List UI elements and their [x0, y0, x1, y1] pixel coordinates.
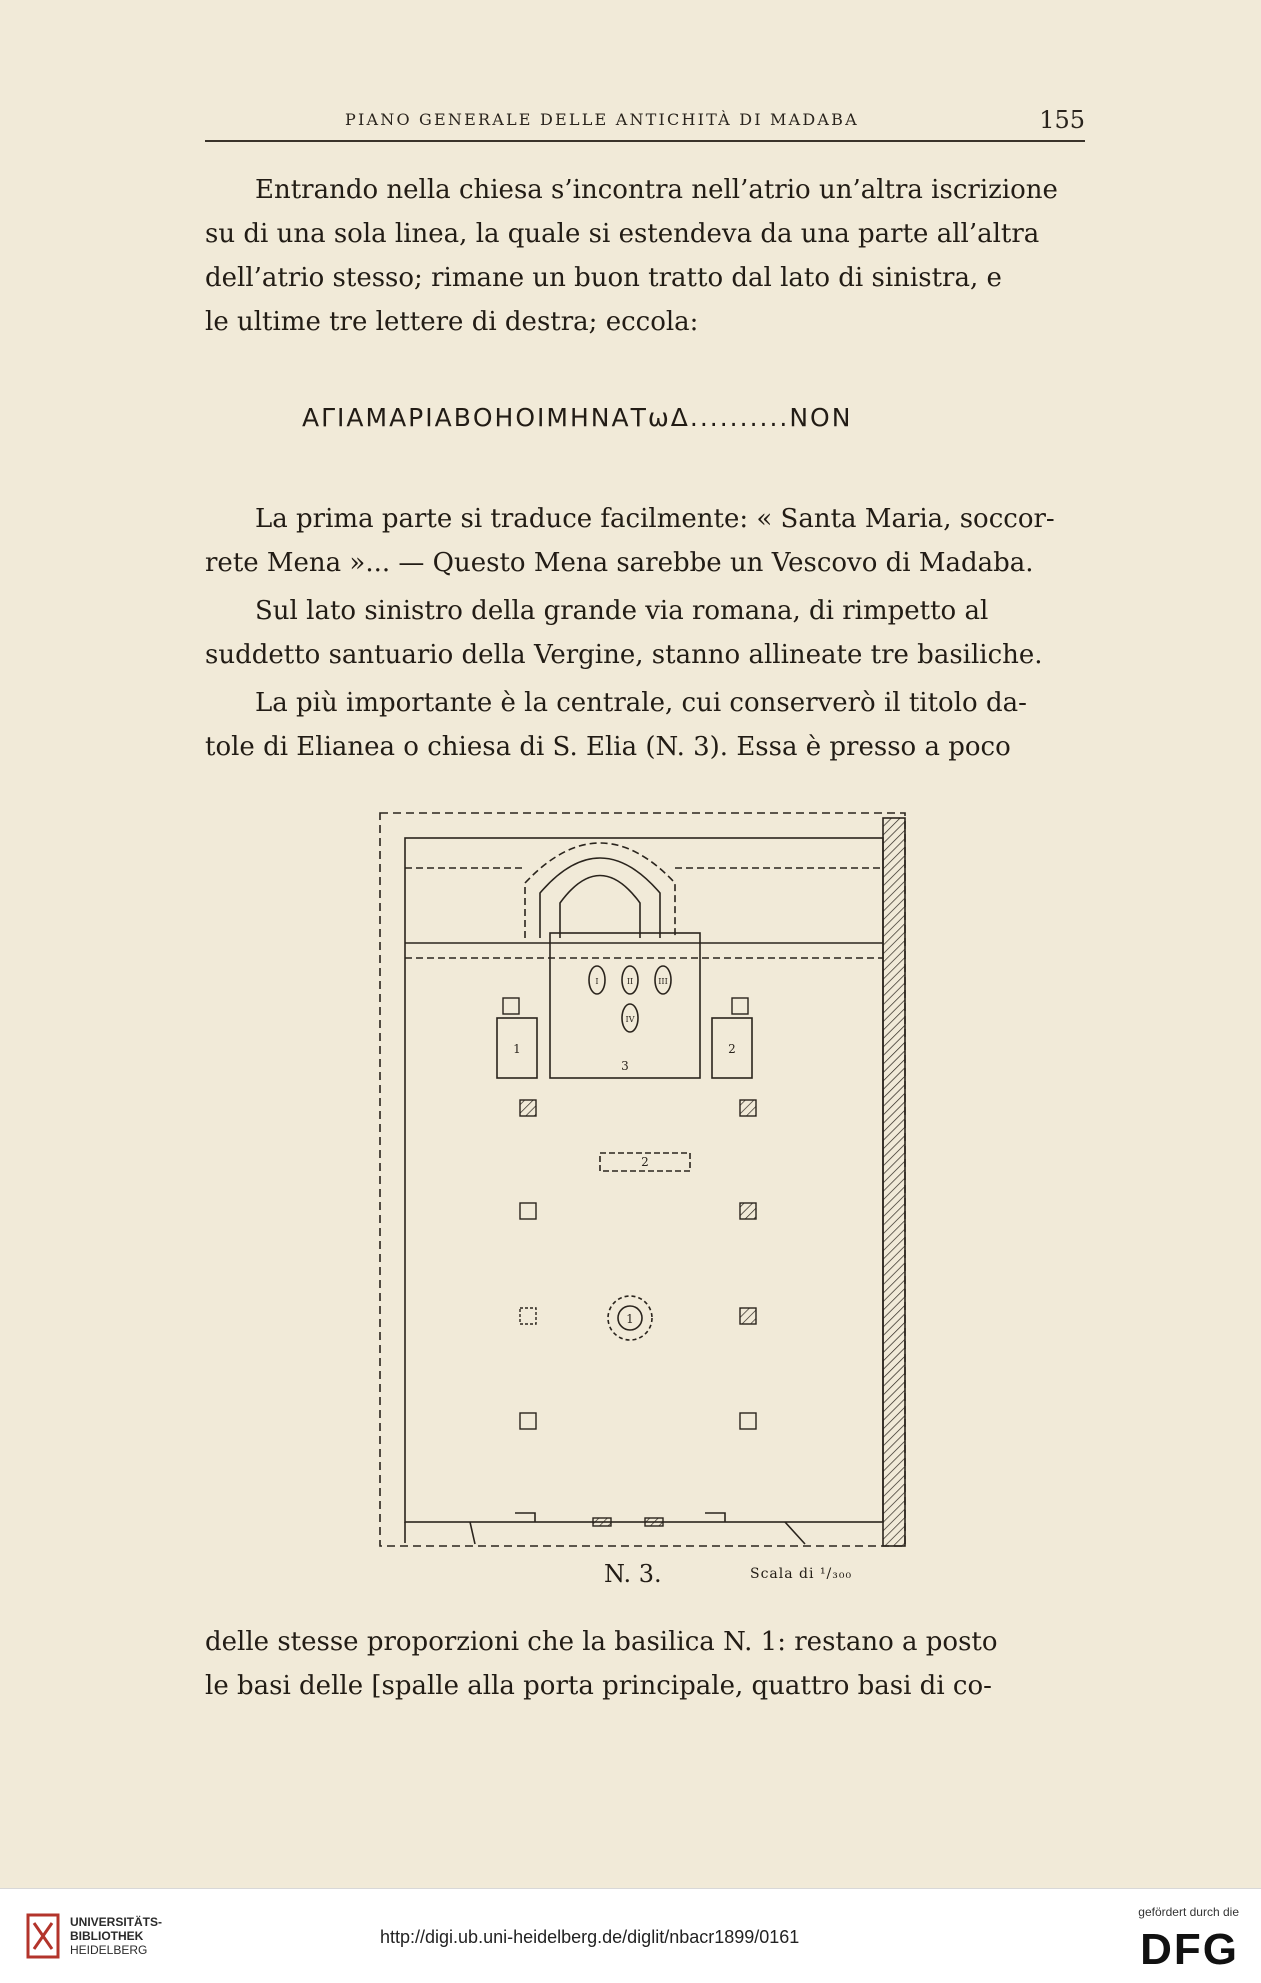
pier-base: [740, 1100, 756, 1116]
pier-base: [520, 1100, 536, 1116]
text-line: Entrando nella chiesa s’incontra nell’atrio un’altra iscrizione: [255, 175, 1058, 205]
pier-base: [740, 1308, 756, 1324]
label-column-3: III: [658, 977, 668, 986]
basilica-floor-plan: [375, 808, 915, 1553]
door-base: [593, 1518, 611, 1526]
label-column-2: II: [626, 977, 634, 986]
label-room-left: 1: [513, 1042, 521, 1056]
figure-scale: Scala di ¹/₃₀₀: [750, 1566, 853, 1582]
label-room-right: 2: [728, 1042, 736, 1056]
text-line: le basi delle [spalle alla porta principale, quattro basi di co-: [205, 1671, 992, 1701]
page-number: 155: [1039, 106, 1085, 134]
door-base: [645, 1518, 663, 1526]
pier-base: [503, 998, 519, 1014]
greek-inscription: ΑΓΙΑΜΑΡΙΑΒΟΗΟΙΜΗΝΑΤωΔ..........ΝΟΝ: [302, 403, 853, 432]
pier-base: [740, 1413, 756, 1429]
paragraph-3: [205, 589, 1085, 677]
text-line: su di una sola linea, la quale si estendeva da una parte all’altra: [205, 219, 1040, 249]
text-line: rete Mena »... — Questo Mena sarebbe un Vescovo di Madaba.: [205, 548, 1034, 578]
label-step: 3: [621, 1059, 629, 1073]
digitization-footer: [0, 1888, 1261, 1983]
paragraph-5: [205, 1620, 1085, 1708]
text-line: Sul lato sinistro della grande via romana, di rimpetto al: [255, 596, 989, 626]
label-slab: 2: [641, 1155, 649, 1169]
university-library-logo: [26, 1913, 60, 1959]
text-line: dell’atrio stesso; rimane un buon tratto dal lato di sinistra, e: [205, 263, 1002, 293]
pier-base: [520, 1308, 536, 1324]
text-line: La più importante è la centrale, cui conserverò il titolo da-: [255, 688, 1027, 718]
chancel-room: [550, 933, 700, 1078]
paragraph-2: [205, 497, 1085, 585]
paragraph-1: [205, 168, 1085, 344]
label-column-4: IV: [625, 1015, 635, 1024]
pier-base: [740, 1203, 756, 1219]
pier-bases: [503, 998, 756, 1526]
entrance-left: [405, 1513, 535, 1544]
floor-plan-drawing: [375, 808, 915, 1553]
running-title: PIANO GENERALE DELLE ANTICHITÀ DI MADABA: [345, 110, 859, 129]
running-head: [205, 106, 1085, 142]
library-name: UNIVERSITÄTS- BIBLIOTHEK HEIDELBERG: [70, 1915, 163, 1957]
paragraph-4: [205, 681, 1085, 769]
text-line: tole di Elianea o chiesa di S. Elia (N. 3). Essa è presso a poco: [205, 732, 1011, 762]
label-well: 1: [626, 1312, 634, 1326]
text-line: le ultime tre lettere di destra; eccola:: [205, 307, 699, 337]
pier-base: [520, 1203, 536, 1219]
figure-caption: N. 3.: [604, 1560, 662, 1588]
outer-wall-dashed: [380, 813, 905, 1546]
permalink-url[interactable]: http://digi.ub.uni-heidelberg.de/diglit/nbacr1899/0161: [380, 1927, 800, 1947]
inner-wall: [405, 838, 883, 1522]
pier-base: [732, 998, 748, 1014]
apse-inner: [560, 876, 640, 939]
east-wall-hatched: [883, 818, 905, 1546]
label-column-1: I: [595, 977, 599, 986]
entrance-right: [705, 1513, 805, 1544]
text-line: delle stesse proporzioni che la basilica N. 1: restano a posto: [205, 1627, 998, 1657]
dfg-logo: DFG: [1140, 1925, 1239, 1974]
text-line: suddetto santuario della Vergine, stanno allineate tre basiliche.: [205, 640, 1043, 670]
pier-base: [520, 1413, 536, 1429]
funder-text: gefördert durch die: [1138, 1905, 1239, 1919]
text-line: La prima parte si traduce facilmente: « Santa Maria, soccor-: [255, 504, 1055, 534]
apse-middle: [540, 858, 660, 938]
